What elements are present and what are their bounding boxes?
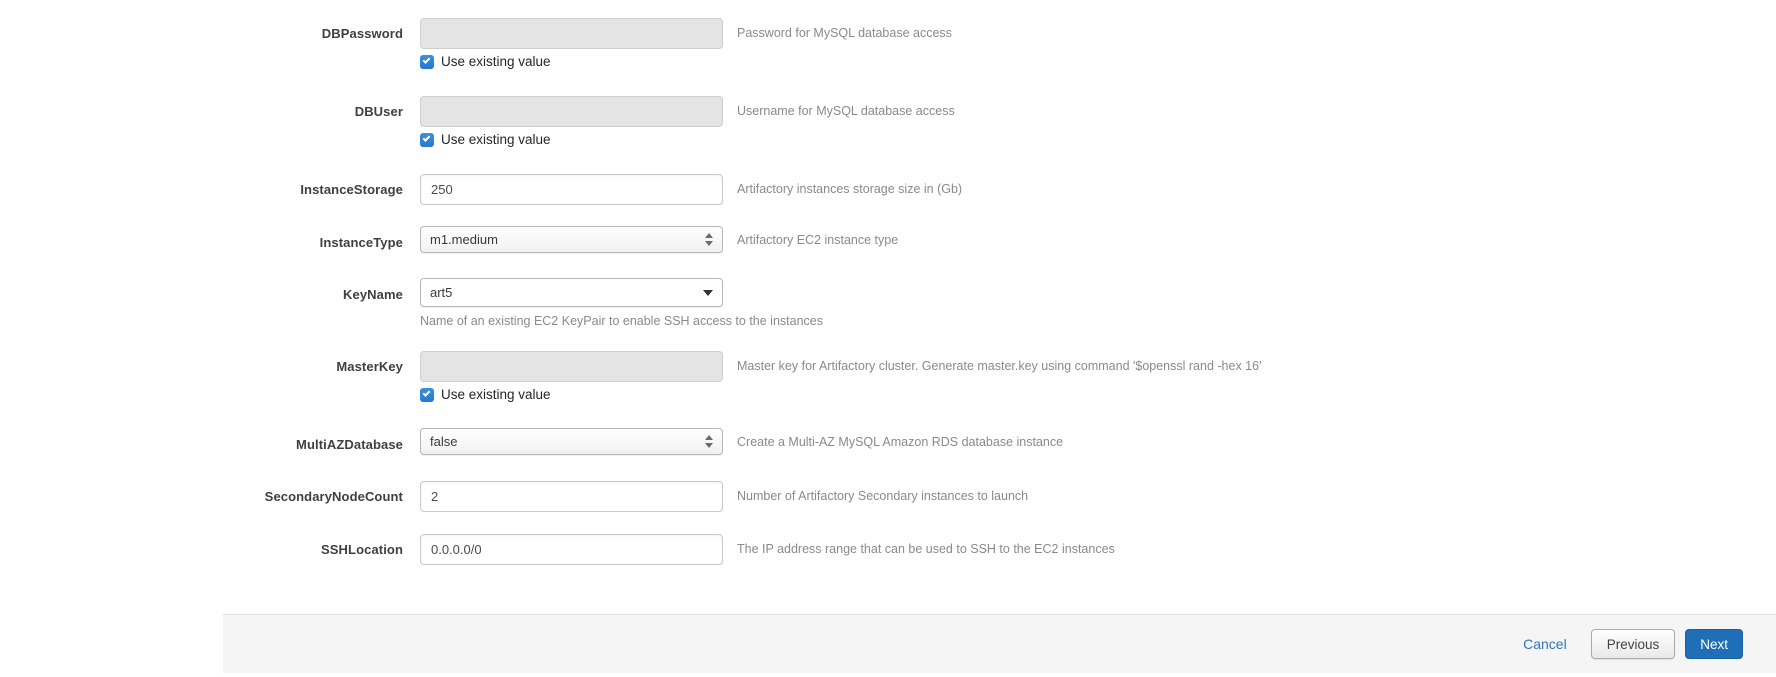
field-description: Artifactory EC2 instance type: [737, 233, 899, 247]
field-label: KeyName: [343, 287, 403, 302]
parameter-row-multiazdatabase: [223, 428, 1776, 455]
field-label: MasterKey: [336, 359, 403, 374]
dbuser-input: [420, 96, 723, 127]
cancel-link[interactable]: Cancel: [1523, 636, 1567, 652]
use-existing-value-checkbox[interactable]: [420, 55, 434, 69]
parameter-row-dbpassword: [223, 17, 1776, 69]
check-icon: [423, 56, 431, 64]
parameter-row-sshlocation: [223, 533, 1776, 565]
instancetype-select[interactable]: [420, 226, 723, 253]
use-existing-value-checkbox[interactable]: [420, 133, 434, 147]
select-value: art5: [430, 285, 453, 300]
keyname-select[interactable]: [420, 278, 723, 307]
field-description: Username for MySQL database access: [737, 104, 955, 118]
field-label: DBUser: [354, 104, 403, 119]
parameter-row-secondarynodecount: [223, 480, 1776, 512]
field-description: Artifactory instances storage size in (Gb): [737, 182, 963, 196]
field-label: DBPassword: [321, 26, 403, 41]
select-value: false: [430, 434, 458, 449]
next-button[interactable]: Next: [1685, 629, 1743, 659]
field-label: InstanceType: [319, 235, 403, 250]
use-existing-value-checkbox[interactable]: [420, 388, 434, 402]
select-value: m1.medium: [430, 232, 498, 247]
field-description: Number of Artifactory Secondary instances to launch: [737, 489, 1029, 503]
field-description: Password for MySQL database access: [737, 26, 952, 40]
multiazdatabase-select[interactable]: [420, 428, 723, 455]
select-spinner-icon: [705, 435, 713, 448]
parameter-row-instancestorage: [223, 173, 1776, 205]
sshlocation-input[interactable]: [420, 534, 723, 565]
chevron-down-icon: [703, 290, 713, 296]
field-label: InstanceStorage: [300, 182, 403, 197]
field-description: Master key for Artifactory cluster. Generate master.key using command '$openssl rand -hex 16': [737, 359, 1262, 373]
wizard-footer: [223, 614, 1776, 673]
use-existing-value-label: Use existing value: [441, 54, 551, 69]
instancestorage-input[interactable]: [420, 174, 723, 205]
dbpassword-input: [420, 18, 723, 49]
check-icon: [423, 134, 431, 142]
check-icon: [423, 389, 431, 397]
field-label: SSHLocation: [321, 542, 403, 557]
field-description: The IP address range that can be used to SSH to the EC2 instances: [737, 542, 1115, 556]
parameter-row-masterkey: [223, 350, 1776, 402]
parameter-row-instancetype: [223, 226, 1776, 253]
masterkey-input: [420, 351, 723, 382]
use-existing-value-label: Use existing value: [441, 387, 551, 402]
parameter-row-keyname: [223, 278, 1776, 328]
field-label: MultiAZDatabase: [296, 437, 403, 452]
parameter-row-dbuser: [223, 95, 1776, 147]
field-help-text: Name of an existing EC2 KeyPair to enable SSH access to the instances: [420, 314, 823, 328]
field-label: SecondaryNodeCount: [264, 489, 403, 504]
use-existing-value-label: Use existing value: [441, 132, 551, 147]
field-description: Create a Multi-AZ MySQL Amazon RDS database instance: [737, 435, 1064, 449]
secondarynodecount-input[interactable]: [420, 481, 723, 512]
select-spinner-icon: [705, 233, 713, 246]
previous-button[interactable]: Previous: [1591, 629, 1676, 659]
